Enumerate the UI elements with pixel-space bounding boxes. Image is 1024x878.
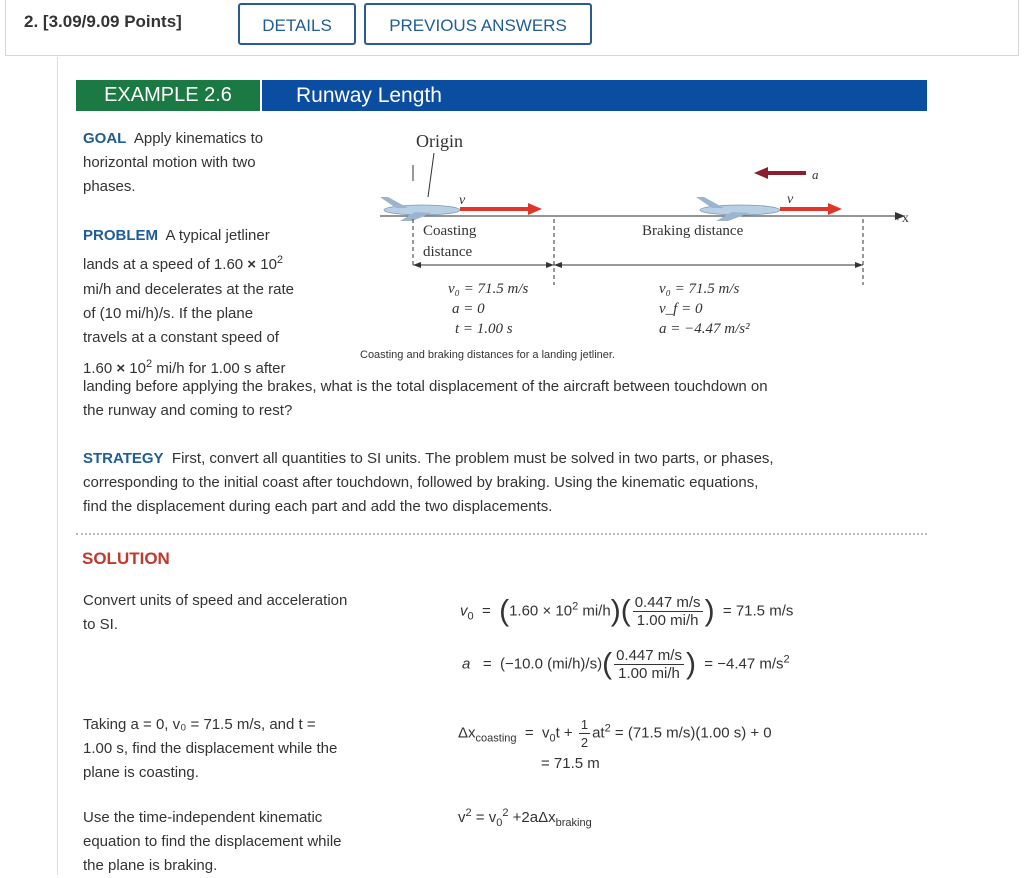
problem-line: mi/h and decelerates at the rate	[83, 280, 294, 298]
solution-step-2: Taking a = 0, v₀ = 71.5 m/s, and t = 1.00 s, find the displacement while the plane is coasting.	[83, 716, 338, 781]
equation-a-conversion: a = (−10.0 (mi/h)/s)( $\frac{0.447 m/s}{1.00 mi/h}$ ) = −4.47 $m/s^2$	[462, 647, 790, 682]
solution-keyword: SOLUTION	[82, 549, 170, 568]
problem-line: lands at a speed of $1.60 \times 10^2$	[83, 254, 284, 274]
solution-step-3: Use the time-independent kinematic equation to find the displacement while the plane is braking.	[83, 809, 342, 874]
runway-diagram	[360, 125, 920, 345]
equation-v0-conversion: $v_0 = (1.60 \times 10^2$ mi/h)( $\frac{0.447 m/s}{1.00 mi/h}$ ) = 71.5 m/s	[460, 594, 794, 629]
problem-line: $1.60 \times 10^2$ mi/h for 1.00 s after	[83, 358, 286, 377]
v-label-braking: v	[787, 192, 794, 207]
origin-label: Origin	[416, 131, 463, 151]
problem-line: travels at a constant speed of	[83, 329, 279, 347]
goal-text-2: horizontal motion with two	[83, 154, 256, 171]
brake-a: a = −4.47 m/s²	[659, 321, 750, 337]
section-divider	[76, 533, 927, 535]
equation-braking: $v^2 = v_0^2 +2a\Delta x_{braking}$	[458, 807, 592, 829]
problem-keyword: PROBLEM	[83, 227, 158, 244]
question-header	[5, 0, 1019, 56]
plane-coasting	[380, 197, 460, 221]
plane-braking	[696, 197, 780, 221]
coast-t: t = 1.00 s	[455, 321, 513, 337]
example-title: Runway Length	[296, 84, 442, 107]
brake-v0: v₀ = 71.5 m/s	[659, 281, 740, 297]
strategy-keyword: STRATEGY	[83, 450, 164, 467]
equation-coasting-displacement: $\Delta x_{coasting} = v_0t$ + $\frac{1}{2}$ $at^2 = (71.5$ m/s)(1.00 s) + 0	[458, 717, 772, 750]
solution-step-1: Convert units of speed and acceleration to SI.	[83, 592, 348, 633]
coast-a: a = 0	[452, 301, 485, 317]
coasting-label-2: distance	[423, 244, 473, 260]
strategy-section: STRATEGY First, convert all quantities to SI units. The problem must be solved in two parts, or phases, corresponding to the initial coast after touchdown, followed by braking. Using the kinematic equations, find the displacement during each part and add the two displacements.	[83, 450, 774, 515]
problem-line: A typical jetliner	[165, 227, 270, 244]
content-border	[57, 57, 58, 875]
a-label: a	[812, 167, 819, 182]
origin-pointer	[428, 153, 434, 197]
v-label-coasting: v	[459, 193, 466, 208]
problem-section	[83, 224, 353, 350]
coast-v0: v₀ = 71.5 m/s	[448, 281, 529, 297]
plus-x-label: +x	[894, 211, 909, 226]
goal-section	[83, 127, 353, 199]
example-label: EXAMPLE 2.6	[76, 80, 262, 111]
brake-vf: v_f = 0	[659, 301, 703, 317]
coasting-label-1: Coasting	[423, 223, 477, 239]
goal-keyword: GOAL	[83, 130, 127, 147]
goal-text-3: phases.	[83, 178, 136, 195]
problem-line: of (10 mi/h)/s. If the plane	[83, 304, 254, 322]
problem-continuation: landing before applying the brakes, what is the total displacement of the aircraft between touchdown on the runway and coming to rest?	[83, 378, 768, 419]
previous-answers-button[interactable]: PREVIOUS ANSWERS	[364, 3, 592, 45]
braking-label: Braking distance	[642, 223, 744, 239]
question-number: 2. [3.09/9.09 Points]	[24, 12, 182, 31]
details-button[interactable]: DETAILS	[238, 3, 356, 45]
goal-text-1: Apply kinematics to	[133, 130, 264, 147]
figure-caption: Coasting and braking distances for a landing jetliner.	[360, 349, 615, 361]
equation-coasting-result: = 71.5 m	[541, 755, 600, 772]
